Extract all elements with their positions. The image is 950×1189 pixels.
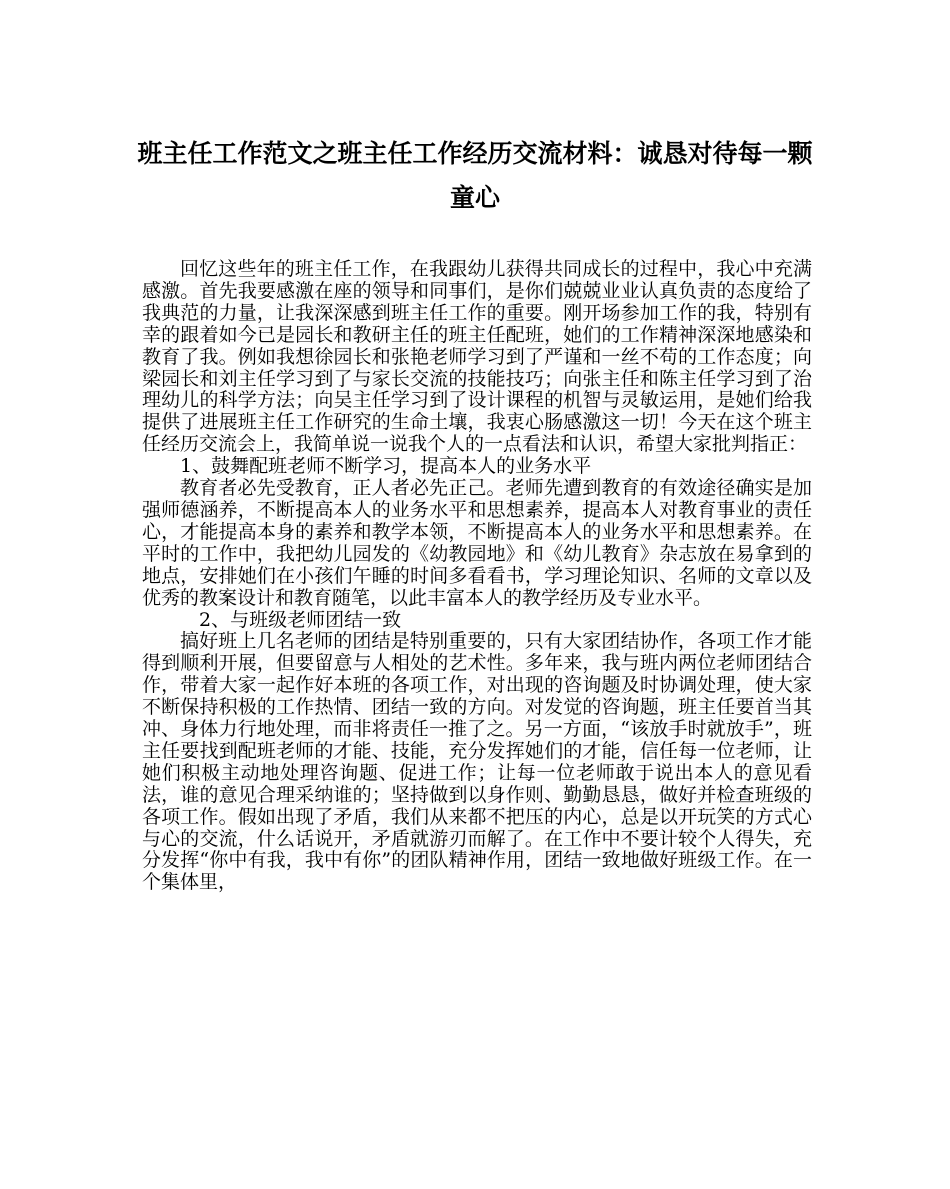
paragraph-intro: 回忆这些年的班主任工作，在我跟幼儿获得共同成长的过程中，我心中充满感激。首先我要感激在座的领导和同事们，是你们兢兢业业认真负责的态度给了我典范的力量，让我深深感到班主任工作的重要。刚开场参加工作的我，特别有幸的跟着如今已是园长和教研主任的班主任配班，她们的工作精神深深地感染和教育了我。例如我想徐园长和张艳老师学习到了严谨和一丝不苟的工作态度；向梁园长和刘主任学习到了与家长交流的技能技巧；向张主任和陈主任学习到了治理幼儿的科学方法；向吴主任学习到了设计课程的机智与灵敏运用，是她们给我提供了进展班主任工作研究的生命土壤，我衷心肠感激这一切！今天在这个班主任经历交流会上，我简单说一说我个人的一点看法和认识，希望大家批判指正： (142, 258, 812, 456)
paragraph-section-1: 教育者必先受教育，正人者必先正己。老师先遭到教育的有效途径确实是加强师德涵养，不断提高本人的业务水平和思想素养，提高本人对教育事业的责任心，才能提高本身的素养和教学本领，不断提高本人的业务水平和思想素养。在平时的工作中，我把幼儿园发的《幼教园地》和《幼儿教育》杂志放在易拿到的地点，安排她们在小孩们午睡的时间多看看书，学习理论知识、名师的文章以及优秀的教案设计和教育随笔，以此丰富本人的教学经历及专业水平。 (142, 477, 812, 609)
document-title: 班主任工作范文之班主任工作经历交流材料：诚恳对待每一颗童心 (137, 139, 813, 212)
section-heading-1: 1、鼓舞配班老师不断学习，提高本人的业务水平 (180, 455, 592, 478)
paragraph-section-2: 搞好班上几名老师的团结是特别重要的，只有大家团结协作，各项工作才能得到顺利开展，但要留意与人相处的艺术性。多年来，我与班内两位老师团结合作，带着大家一起作好本班的各项工作，对出现的咨询题及时协调处理，使大家不断保持积极的工作热情、团结一致的方向。对发觉的咨询题，班主任要首当其冲、身体力行地处理，而非将责任一推了之。另一方面，“该放手时就放手”，班主任要找到配班老师的才能、技能，充分发挥她们的才能，信任每一位老师，让她们积极主动地处理咨询题、促进工作；让每一位老师敢于说出本人的意见看法，谁的意见合理采纳谁的；坚持做到以身作则、勤勤恳恳，做好并检查班级的各项工作。假如出现了矛盾，我们从来都不把压的内心，总是以开玩笑的方式心与心的交流，什么话说开，矛盾就游刃而解了。在工作中不要计较个人得失，充分发挥“你中有我，我中有你”的团队精神作用，团结一致地做好班级工作。在一个集体里， (142, 630, 812, 894)
section-heading-2: 2、与班级老师团结一致 (199, 608, 402, 631)
document-body (142, 259, 812, 894)
